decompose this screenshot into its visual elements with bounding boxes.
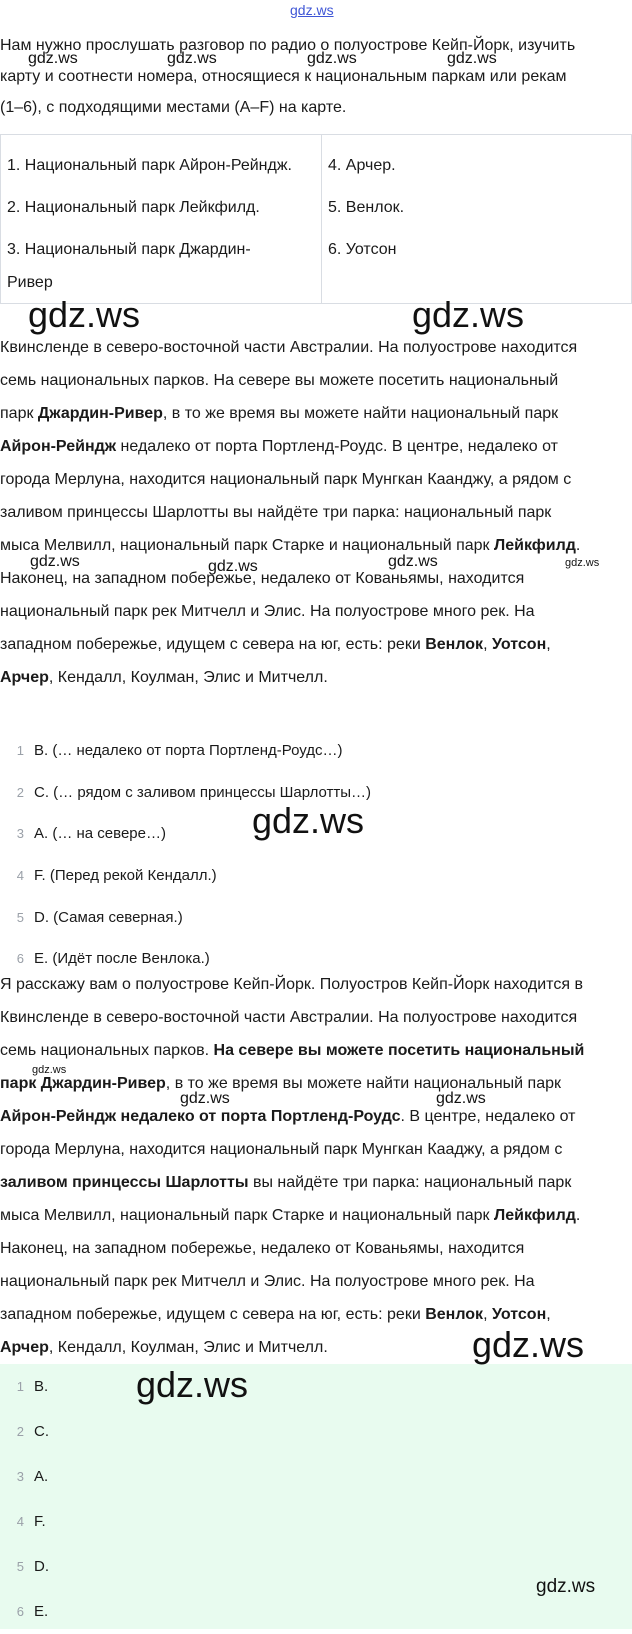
para-line: Айрон-Рейндж недалеко от порта Портленд-Роудс. В центре, недалеко от [0,438,558,455]
intro-line: (1–6), с подходящими местами (A–F) на карте. [0,99,347,116]
list-item: 2 C. (… рядом с заливом принцессы Шарлотты…) [16,783,372,801]
watermark: gdz.ws [447,50,497,67]
intro-line: Нам нужно прослушать разговор по радио о полуострове Кейп-Йорк, изучить [0,37,576,54]
para-line: парк Джардин-Ривер, в то же время вы можете найти национальный парк [0,1075,562,1092]
watermark: gdz.ws [472,1324,585,1365]
list-item: 5 D. (Самая северная.) [16,908,183,926]
watermark: gdz.ws [136,1364,249,1405]
option-item: 5. Венлок. [328,199,405,216]
watermark: gdz.ws [30,553,80,570]
para-line: Квинсленде в северо-восточной части Австралии. На полуострове находится [0,339,578,356]
answer-item: 5 D. [16,1558,49,1575]
options-table [0,134,632,304]
para-line: западном побережье, идущем с севера на юг, есть: реки Венлок, Уотсон, [0,1306,551,1323]
list-item: 6 E. (Идёт после Венлока.) [16,950,210,968]
watermark-link[interactable]: gdz.ws [290,2,334,18]
para-line: мыса Мелвилл, национальный парк Старке и национальный парк Лейкфилд. [0,537,581,554]
para-line: парк Джардин-Ривер, в то же время вы можете найти национальный парк [0,405,559,422]
para-line: семь национальных парков. На севере вы можете посетить национальный [0,372,559,389]
hints-list [0,730,632,980]
watermark: gdz.ws [252,800,365,841]
para-line: заливом принцессы Шарлотты вы найдёте три парка: национальный парк [0,504,552,521]
para-line: Я расскажу вам о полуострове Кейп-Йорк. Полуостров Кейп-Йорк находится в [0,976,583,993]
watermark: gdz.ws [167,50,217,67]
answer-item: 2 C. [16,1423,49,1440]
para-line: Наконец, на западном побережье, недалеко от Кованьямы, находится [0,1240,525,1257]
watermark: gdz.ws [28,50,78,67]
list-item: 1 B. (… недалеко от порта Портленд-Роудс…) [16,742,343,760]
list-item: 3 A. (… на севере…) [16,825,166,843]
options-right-cell [322,135,632,304]
intro-line: карту и соотнести номера, относящиеся к национальным паркам или рекам [0,68,567,85]
watermark: gdz.ws [565,557,600,569]
options-left-cell [1,135,322,304]
watermark: gdz.ws [536,1576,596,1597]
para-line: мыса Мелвилл, национальный парк Старке и национальный парк Лейкфилд. [0,1207,581,1224]
option-item: 6. Уотсон [328,241,397,258]
list-item: 4 F. (Перед рекой Кендалл.) [16,867,217,885]
option-item: 2. Национальный парк Лейкфилд. [7,199,260,216]
para-line: национальный парк рек Митчелл и Элис. На полуострове много рек. На [0,1273,535,1290]
answer-item: 1 B. [16,1378,49,1395]
watermark: gdz.ws [180,1090,230,1107]
task-intro [0,30,632,123]
para-line: города Мерлуна, находится национальный парк Мунгкан Каанджу, а рядом с [0,471,572,488]
watermark: gdz.ws [412,294,525,335]
answer-item: 4 F. [16,1513,46,1530]
option-item: 1. Национальный парк Айрон-Рейндж. [7,157,292,174]
para-line: западном побережье, идущем с севера на юг, есть: реки Венлок, Уотсон, [0,636,551,653]
answer-item: 3 A. [16,1468,49,1485]
transcript-paragraph-highlighted [0,968,632,1364]
option-item: 3. Национальный парк Джардин- [7,241,251,258]
para-line: заливом принцессы Шарлотты вы найдёте три парка: национальный парк [0,1174,572,1191]
para-line: Квинсленде в северо-восточной части Австралии. На полуострове находится [0,1009,578,1026]
para-line: города Мерлуна, находится национальный парк Мунгкан Кааджу, а рядом с [0,1141,563,1158]
para-line: Наконец, на западном побережье, недалеко от Кованьямы, находится [0,570,525,587]
watermark: gdz.ws [307,50,357,67]
para-line: семь национальных парков. На севере вы можете посетить национальный [0,1042,585,1059]
option-item: 4. Арчер. [328,157,396,174]
watermark: gdz.ws [28,294,141,335]
para-line: национальный парк рек Митчелл и Элис. На полуострове много рек. На [0,603,535,620]
watermark: gdz.ws [388,553,438,570]
para-line: Арчер, Кендалл, Коулман, Элис и Митчелл. [0,669,328,686]
option-item: Ривер [7,274,53,291]
para-line: Айрон-Рейндж недалеко от порта Портленд-Роудс. В центре, недалеко от [0,1108,576,1125]
para-line: Арчер, Кендалл, Коулман, Элис и Митчелл. [0,1339,328,1356]
answer-item: 6 E. [16,1603,49,1620]
watermark: gdz.ws [436,1090,486,1107]
watermark: gdz.ws [32,1064,67,1076]
transcript-paragraph [0,331,632,694]
watermark: gdz.ws [208,558,258,575]
